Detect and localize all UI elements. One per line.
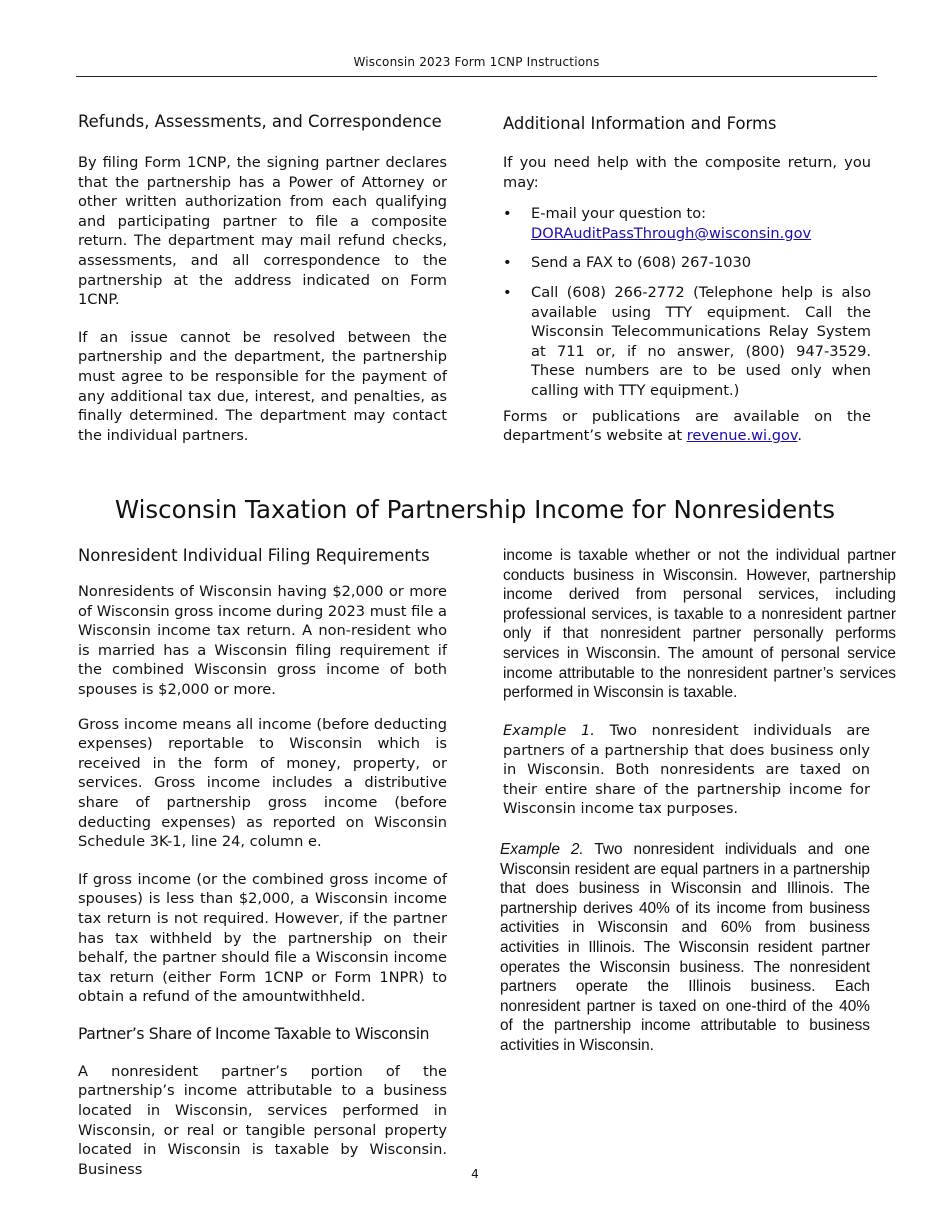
forms-paragraph: [503, 407, 871, 446]
contact-list: [503, 204, 871, 400]
filing-paragraph-1: Nonresidents of Wisconsin having $2,000 or more of Wisconsin gross income during 2023 must file a Wisconsin income tax return. A non-resident who is married has a Wisconsin filing requirement if the combined Wisconsin gross income of both spouses is $2,000 or more.: [78, 583, 447, 698]
example-2: [500, 840, 870, 1056]
call-text: Call (608) 266-2772 (Telephone help is also available using TTY equipment. Call the Wisconsin Telecommunications Relay System at 711 or, if no answer, (800) 947-3529. These numbers are to be used only when calling with TTY equipment.): [531, 283, 871, 399]
share-continued-section: [503, 546, 896, 703]
fax-text: Send a FAX to (608) 267-1030: [531, 254, 752, 272]
refunds-section: [78, 111, 447, 445]
example-2-text: Two nonresident individuals and one Wisconsin resident are equal partners in a partnership that does business in Wisconsin and Illinois. The partnership derives 40% of its income from business activities in Wisconsin and 60% from business activities in Illinois. The Wisconsin resident partner operates the Wisconsin business. The nonresident partners operate the Illinois business. Each nonresident partner is taxed on one-third of the 40% of the partnership income attributable to business activities in Wisconsin.: [500, 841, 870, 1054]
forms-text: Forms or publications are available on the department’s website at: [503, 407, 871, 445]
list-item-fax: [503, 253, 871, 273]
additional-info-section: [503, 113, 871, 446]
filing-paragraph-2: Gross income means all income (before deducting expenses) reportable to Wisconsin which is received in the form of money, property, or services. Gross income includes a distributive share of partnership gross income (before deducting expenses) as reported on Wisconsin Schedule 3K-1, line 24, column e.: [78, 715, 447, 851]
list-item-call: [503, 283, 871, 401]
example-1: [503, 721, 870, 819]
share-heading: Partner’s Share of Income Taxable to Wisconsin: [78, 1024, 430, 1043]
page-number: 4: [471, 1167, 479, 1181]
filing-heading: Nonresident Individual Filing Requirements: [78, 546, 430, 565]
list-item-email: [503, 204, 871, 243]
refunds-paragraph-2: If an issue cannot be resolved between the partnership and the department, the partnership must agree to be responsible for the payment of any additional tax due, interest, and penalties, as finally determined. The department may contact the individual partners.: [78, 328, 447, 444]
example-2-label: Example 2.: [500, 841, 584, 858]
example-1-text: Two nonresident individuals are partners of a partnership that does business only in Wisconsin. Both nonresidents are taxed on their entire share of the partnership income for Wisconsin income tax purposes.: [503, 722, 870, 818]
filing-paragraph-3: If gross income (or the combined gross income of spouses) is less than $2,000, a Wisconsin income tax return is not required. However, if the partner has tax withheld by the partnership on their behalf, the partner should file a Wisconsin income tax return (either Form 1CNP or Form 1NPR) to obtain a refund of the amountwithheld.: [78, 870, 447, 1006]
additional-info-heading: Additional Information and Forms: [503, 114, 777, 133]
email-link[interactable]: DORAuditPassThrough@wisconsin.gov: [531, 224, 812, 242]
refunds-heading: Refunds, Assessments, and Correspondence: [78, 112, 442, 131]
example-1-label: Example 1.: [503, 722, 595, 739]
example-2-paragraph: [500, 840, 870, 1056]
section-title: Wisconsin Taxation of Partnership Income for Nonresidents: [114, 495, 836, 524]
forms-end: .: [797, 427, 803, 445]
running-header: Wisconsin 2023 Form 1CNP Instructions: [76, 55, 877, 77]
filing-requirements-section: [78, 545, 447, 1179]
revenue-website-link[interactable]: revenue.wi.gov: [686, 427, 798, 445]
share-paragraph-1-continued: income is taxable whether or not the individual partner conducts business in Wisconsin. However, partnership income derived from personal services, including professional services, is taxable to a nonresident partner only if that nonresident partner personally performs services in Wisconsin. The amount of personal service income attributable to the nonresident partner’s services performed in Wisconsin is taxable.: [503, 547, 896, 702]
additional-intro: If you need help with the composite return, you may:: [503, 154, 871, 191]
example-1-paragraph: [503, 721, 870, 819]
email-label: E-mail your question to:: [531, 205, 707, 223]
refunds-paragraph-1: By filing Form 1CNP, the signing partner declares that the partnership has a Power of Attorney or other written authorization from each qualifying and participating partner to file a composite return. The department may mail refund checks, assessments, and all correspondence to the partnership at the address indicated on Form 1CNP.: [78, 154, 447, 309]
share-paragraph-1: A nonresident partner’s portion of the partnership’s income attributable to a business located in Wisconsin, services performed in Wisconsin, or real or tangible personal property located in Wisconsin is taxable by Wisconsin. Business: [78, 1062, 447, 1178]
